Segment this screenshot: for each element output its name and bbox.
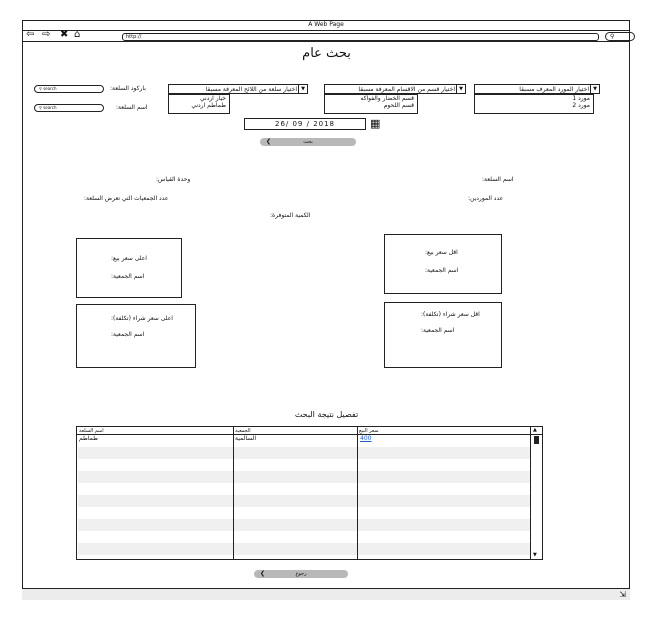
search-placeholder: search <box>43 105 57 110</box>
date-input[interactable]: 26/ 09 / 2018 <box>244 118 366 130</box>
list-item[interactable]: طماطم اردني <box>191 102 226 109</box>
supplier-select-value: اختيار المورد المعرف مسبقا <box>519 86 589 93</box>
info-available-qty: الكمية المتوفرة: <box>270 212 311 219</box>
table-row[interactable] <box>78 471 530 483</box>
info-suppliers-count: عدد الموردين: <box>468 195 504 202</box>
chevron-down-icon[interactable]: ▼ <box>298 85 307 93</box>
chevron-down-icon[interactable]: ▼ <box>456 85 465 93</box>
section-list[interactable] <box>324 94 418 114</box>
cell-society: السالمية <box>235 435 256 442</box>
info-unit: وحدة القياس: <box>156 176 191 183</box>
scroll-down-icon[interactable]: ▼ <box>533 552 537 558</box>
min-cost-box <box>384 302 502 368</box>
calendar-icon[interactable]: ▦ <box>370 117 381 130</box>
cell-price-link[interactable]: 400 <box>360 435 372 442</box>
max-sale-label: اعلى سعر بيع: <box>111 255 147 262</box>
barcode-label: باركود السلعة: <box>110 85 146 92</box>
forward-icon[interactable]: ⇨ <box>42 29 51 40</box>
back-icon[interactable]: ⇦ <box>26 29 35 40</box>
back-button[interactable] <box>254 570 348 578</box>
list-item[interactable]: مورد 2 <box>572 102 590 109</box>
society-name-label: اسم الجمعية: <box>421 327 455 334</box>
column-header-price[interactable]: سعر البيع <box>359 428 379 434</box>
supplier-list[interactable] <box>474 94 594 114</box>
min-cost-label: اقل سعر شراء (تكلفة): <box>421 311 480 318</box>
table-row[interactable] <box>78 531 530 543</box>
scrollbar-thumb[interactable] <box>534 436 539 444</box>
results-title: تفصيل نتيجة البحث <box>294 410 359 419</box>
column-header-society[interactable]: الجمعية <box>235 428 251 434</box>
search-button[interactable] <box>260 138 356 146</box>
max-cost-label: اعلى سعر شراء (تكلفة): <box>111 315 173 322</box>
product-name-label: اسم السلعة: <box>116 104 148 111</box>
max-sale-box <box>76 238 182 298</box>
section-select-value: اختيار قسم من الاقسام المعرفة مسبقا <box>358 86 455 93</box>
list-item[interactable]: خيار اردني <box>199 95 226 102</box>
page-title: بحث عام <box>302 46 351 61</box>
list-item[interactable]: قسم الخضار والفواكه <box>360 95 414 102</box>
min-sale-box <box>384 234 502 294</box>
info-product-name: اسم السلعة: <box>482 176 514 183</box>
close-icon[interactable]: ✖ <box>60 29 69 40</box>
search-button-label: بحث <box>303 139 313 145</box>
list-item[interactable]: قسم اللحوم <box>383 102 414 109</box>
table-row[interactable] <box>78 495 530 507</box>
browser-search-icon[interactable]: ⚲ <box>605 32 635 41</box>
table-row[interactable] <box>78 507 530 519</box>
column-divider <box>233 427 234 559</box>
barcode-search-input[interactable]: ⚲ search <box>34 85 104 93</box>
status-bar <box>22 588 630 600</box>
url-bar[interactable]: http:// <box>122 33 599 41</box>
table-row[interactable] <box>78 519 530 531</box>
society-name-label: اسم الجمعية: <box>425 267 459 274</box>
supplier-select[interactable] <box>474 84 600 94</box>
section-select[interactable] <box>324 84 466 94</box>
max-cost-box <box>76 304 196 368</box>
home-icon[interactable]: ⌂ <box>74 29 81 40</box>
table-row[interactable] <box>78 459 530 471</box>
back-button-label: رجوع <box>295 571 307 577</box>
column-divider <box>357 427 358 559</box>
chevron-left-icon: ❮ <box>260 570 266 577</box>
list-item[interactable]: مورد 1 <box>572 95 590 102</box>
product-select-value: اختيار سلعة من اللائح المعرفة مسبقا <box>205 86 297 93</box>
info-societies-count: عدد الجمعيات التي تعرض السلعة: <box>84 195 169 202</box>
column-header-product[interactable]: اسم السلعة <box>79 428 104 434</box>
min-sale-label: اقل سعر بيع: <box>425 249 458 256</box>
resize-grip-icon[interactable]: ⇲ <box>619 590 626 599</box>
table-row[interactable] <box>78 543 530 555</box>
table-row[interactable] <box>78 447 530 459</box>
society-name-label: اسم الجمعية: <box>111 273 145 280</box>
browser-navbar <box>22 30 630 42</box>
chevron-left-icon: ❮ <box>266 138 272 145</box>
window-title: A Web Page <box>308 21 344 28</box>
table-scrollbar[interactable] <box>530 427 542 559</box>
society-name-label: اسم الجمعية: <box>111 331 145 338</box>
scroll-up-icon[interactable]: ▲ <box>533 427 537 433</box>
search-placeholder: search <box>43 86 57 91</box>
product-select[interactable] <box>168 84 308 94</box>
table-header-divider <box>77 434 542 435</box>
product-list[interactable] <box>168 94 230 114</box>
cell-product: طماطم <box>79 435 98 442</box>
table-row[interactable] <box>78 483 530 495</box>
chevron-down-icon[interactable]: ▼ <box>590 85 599 93</box>
name-search-input[interactable]: ⚲ search <box>34 104 104 112</box>
results-table <box>76 426 543 560</box>
table-row[interactable] <box>78 435 530 447</box>
